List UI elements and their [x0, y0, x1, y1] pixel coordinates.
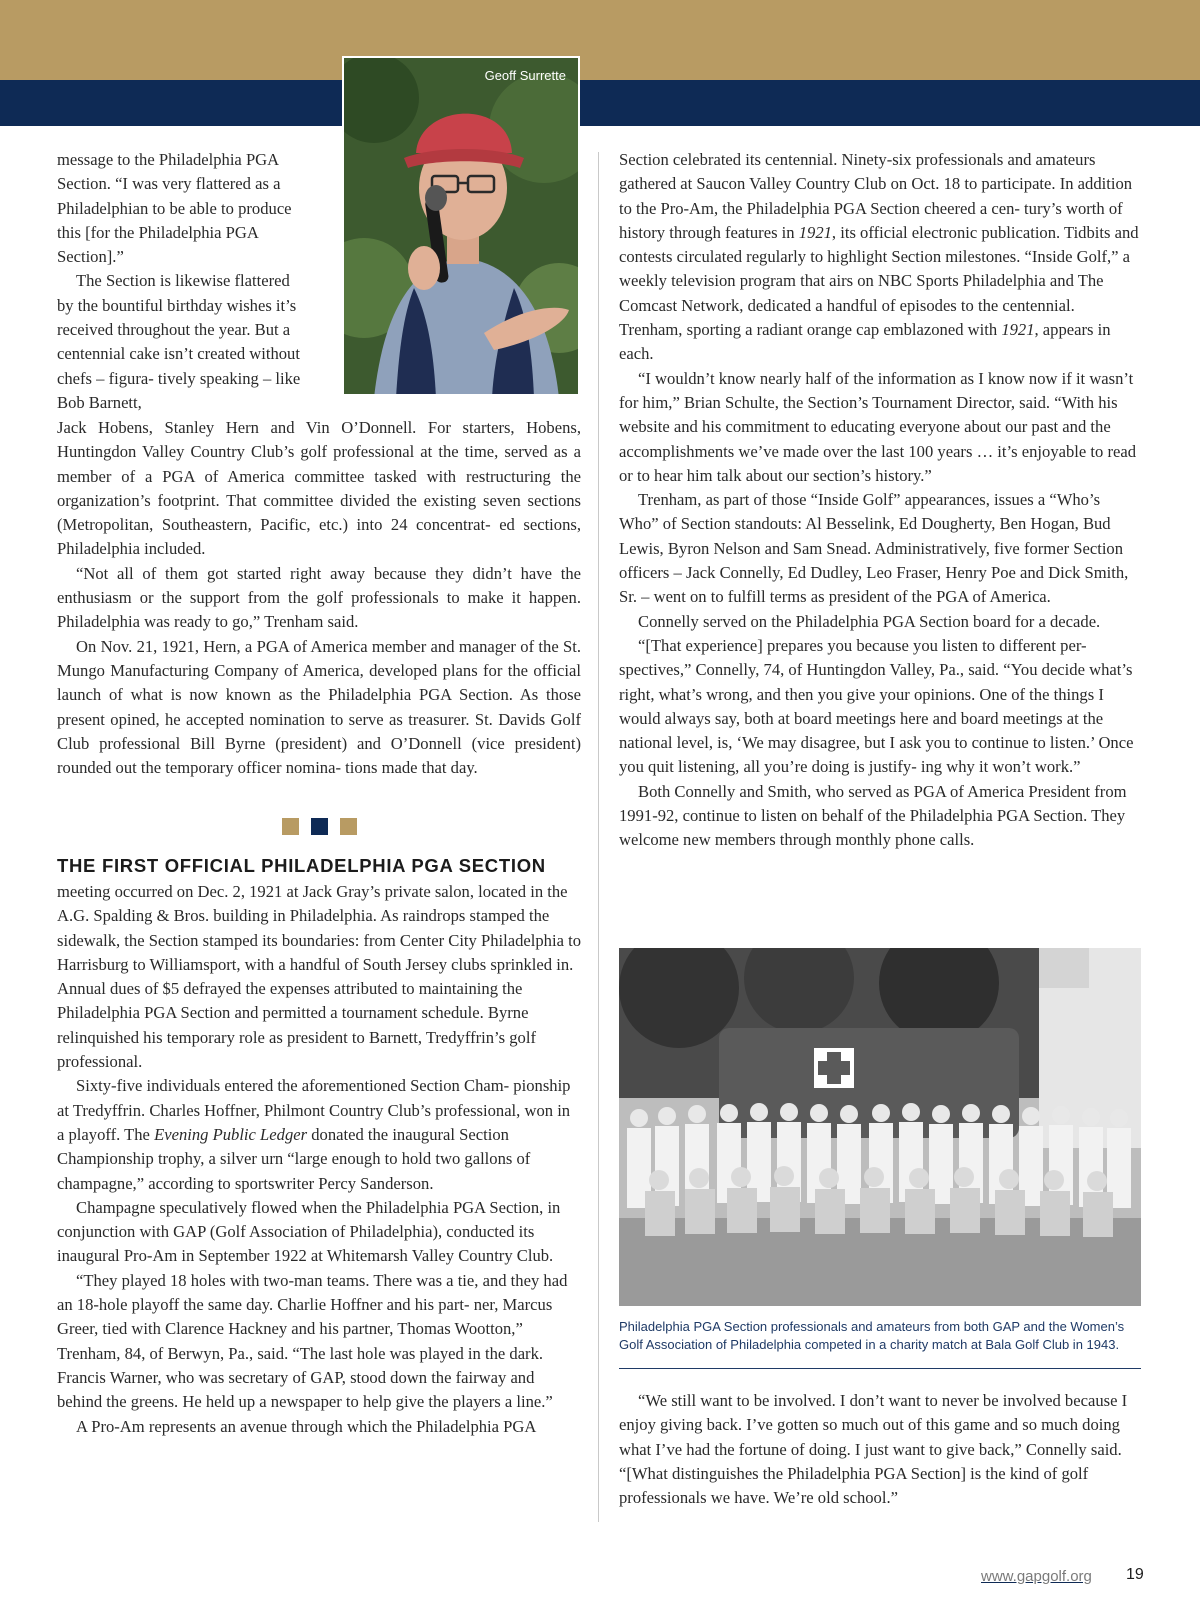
paragraph: Sixty-five individuals entered the aforementioned Section Cham- pionship at Tredyffrin. Charles Hoffner, Philmont Country Club’s professional, won in a playoff. The Evening Public Ledger donated the inaugural Section Championship trophy, a silver urn “large enough to hold two gallons of champagne,” according to sportswriter Percy Sanderson. — [57, 1076, 571, 1193]
gold-square-icon — [340, 818, 357, 835]
column-divider — [598, 152, 599, 1522]
paragraph: Jack Hobens, Stanley Hern and Vin O’Donnell. For starters, Hobens, Huntingdon Valley Country Club’s golf professional at the time, served as a member of a PGA of America committee tasked with restructuring the organization’s footprint. That committee divided the existing seven sections (Metropolitan, Southeastern, Pacific, etc.) into 24 concentrat- ed sections, Philadelphia included. — [57, 418, 581, 559]
paragraph: On Nov. 21, 1921, Hern, a PGA of America member and manager of the St. Mungo Manufacturing Company of America, developed plans for the official launch of what is now known as the Philadelphia PGA Section. As those present opined, he accepted nomination to serve as treasurer. St. Davids Golf Club professional Bill Byrne (president) and O’Donnell (vice president) rounded out the temporary officer nomina- tions made that day. — [57, 636, 581, 778]
paragraph: Champagne speculatively flowed when the Philadelphia PGA Section, in conjunction with GAP (Golf Association of Philadelphia), conducted its inaugural Pro-Am in September 1922 at Whitemarsh Valley Country Club. — [57, 1197, 561, 1266]
historical-group-photo — [619, 948, 1141, 1306]
header-navy-band — [0, 80, 1200, 126]
paragraph: “We still want to be involved. I don’t want to never be involved because I enjoy giving back. I’ve gotten so much out of this game and so much doing what I’ve had the fortune of doing. I just want to give back,” Connelly said. “[What distinguishes the Philadelphia PGA Section] is the kind of golf professionals we have. We’re old school.” — [619, 1391, 1128, 1508]
person-speaking-icon — [344, 58, 580, 396]
right-column-body — [619, 148, 1139, 853]
left-column-lower — [57, 880, 581, 1439]
photo-credit: Geoff Surrette — [484, 68, 566, 83]
paragraph: The Section is likewise flattered by the bountiful birthday wishes it’s received throughout the year. But a centennial cake isn’t created without chefs – figura- tively speaking – like Bob Barnett, — [57, 271, 301, 412]
speaker-photo — [342, 56, 580, 396]
right-column-closing — [619, 1389, 1139, 1510]
caption-divider — [619, 1368, 1141, 1369]
footer-website-link[interactable]: www.gapgolf.org — [981, 1568, 1092, 1585]
section-heading: THE FIRST OFFICIAL PHILADELPHIA PGA SECTION — [57, 855, 546, 876]
paragraph: Both Connelly and Smith, who served as PGA of America President from 1991-92, continue to listen on behalf of the Philadelphia PGA Section. They welcome new members through monthly phone calls. — [619, 781, 1127, 850]
section-break-squares — [282, 818, 362, 835]
gold-square-icon — [282, 818, 299, 835]
header-gold-band — [0, 0, 1200, 80]
paragraph: Trenham, as part of those “Inside Golf” appearances, issues a “Who’s Who” of Section standouts: Al Besselink, Ed Dougherty, Ben Hogan, Bud Lewis, Byron Nelson and Sam Snead. Administratively, five former Section officers – Jack Connelly, Ed Dudley, Leo Fraser, Henry Poe and Dick Smith, Sr. – went on to fulfill terms as president of the PGA of America. — [619, 490, 1129, 607]
paragraph: “I wouldn’t know nearly half of the information as I know now if it wasn’t for him,” Brian Schulte, the Section’s Tournament Director, said. “With his website and his commitment to educating everyone about our past and the accomplishments we’ve made over the last 100 years … it’s enjoyable to read or to hear him talk about our section’s history.” — [619, 368, 1137, 485]
group-photo-icon — [619, 948, 1141, 1306]
paragraph: “They played 18 holes with two-man teams. There was a tie, and they had an 18-hole playoff the same day. Charlie Hoffner and his part- ner, Marcus Greer, tied with Clarence Hackney and his partner, Thomas Wootton,” Trenham, 84, of Berwyn, Pa., said. “The last hole was played in the dark. Francis Warner, who was secretary of GAP, stood down the fairway and behind the greens. He held up a newspaper to help give the players a line.” — [57, 1270, 568, 1412]
paragraph: Section celebrated its centennial. Ninety-six professionals and amateurs gathered at Saucon Valley Country Club on Oct. 18 to participate. In addition to the Pro-Am, the Philadelphia PGA Section cheered a cen- tury’s worth of history through features in 1921, its official electronic publication. Tidbits and contests circulated regularly to highlight Section milestones. “Inside Golf,” a weekly television program that airs on NBC Sports Philadelphia and The Comcast Network, dedicated a handful of episodes to the centennial. Trenham, sporting a radiant orange cap emblazoned with 1921, appears in each. — [619, 150, 1139, 364]
publication-title: Evening Public Ledger — [154, 1124, 308, 1144]
paragraph: A Pro-Am represents an avenue through which the Philadelphia PGA — [76, 1416, 537, 1436]
paragraph: message to the Philadelphia PGA Section. “I was very flattered as a Philadelphian to be able to produce this [for the Philadelphia PGA Section].” — [57, 150, 292, 267]
paragraph: “[That experience] prepares you because you listen to different per- spectives,” Connelly, 74, of Huntingdon Valley, Pa., said. “You decide what’s right, what’s wrong, and then you give your opinions. One of the things I would always say, both at board meetings here and board meetings at the national level, is, ‘We may disagree, but I ask you to continue to listen.’ Once you quit listening, all you’re doing is justify- ing why it won’t work.” — [619, 635, 1134, 777]
photo-caption: Philadelphia PGA Section professionals and amateurs from both GAP and the Women’s Golf Association of Philadelphia competed in a charity match at Bala Golf Club in 1943. — [619, 1319, 1125, 1352]
navy-square-icon — [311, 818, 328, 835]
left-column-body — [57, 416, 581, 780]
page-number: 19 — [1126, 1566, 1144, 1583]
paragraph: meeting occurred on Dec. 2, 1921 at Jack Gray’s private salon, located in the A.G. Spalding & Bros. building in Philadelphia. As raindrops stamped the sidewalk, the Section stamped its boundaries: from Center City Philadelphia to Harrisburg to Williamsport, with a handful of South Jersey clubs sprinkled in. Annual dues of $5 defrayed the expenses attributed to maintaining the Philadelphia PGA Section and permitted a tournament schedule. Byrne relinquished his temporary role as president to Barnett, Tredyffrin’s golf professional. — [57, 882, 581, 1072]
paragraph: “Not all of them got started right away because they didn’t have the enthusiasm or the support from the golf professionals to make it happen. Philadelphia was ready to go,” Trenham said. — [57, 563, 581, 632]
paragraph: Connelly served on the Philadelphia PGA Section board for a decade. — [638, 611, 1101, 631]
left-column-intro — [57, 148, 307, 415]
